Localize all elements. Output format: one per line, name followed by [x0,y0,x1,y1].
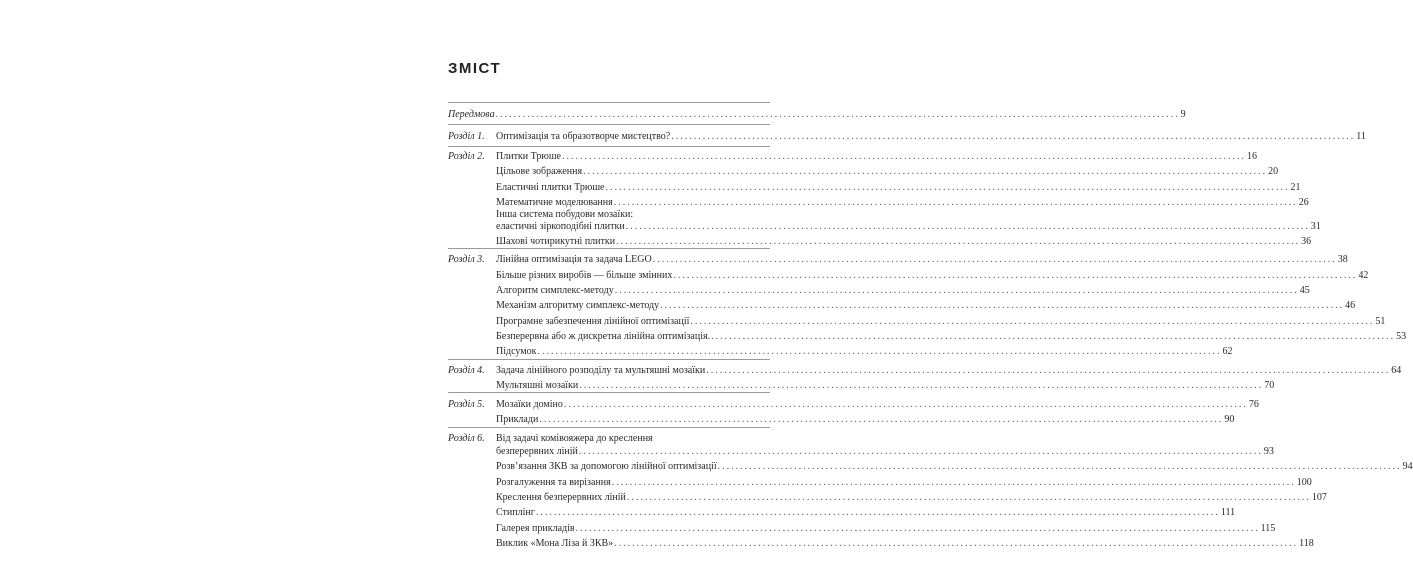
divider [448,124,770,125]
entry-title: Цільове зображення [496,166,583,177]
divider [448,146,770,147]
chapter-label: Розділ 4. [448,365,485,376]
toc-entry[interactable] [496,166,1279,178]
chapter-label: Розділ 3. [448,254,485,265]
toc-entry[interactable] [496,131,1366,143]
entry-page: 21 [1290,182,1301,193]
leader-dots: ........................................................................................................................................................ [652,254,1337,265]
entry-title: Еластичні плитки Трюше [496,182,605,193]
leader-dots: ........................................................................................................................................................ [605,182,1290,193]
toc-entry[interactable] [496,380,1275,392]
entry-title: Лінійна оптимізація та задача LEGO [496,254,652,265]
toc-entry[interactable] [496,538,1314,550]
entry-page: 45 [1299,285,1310,296]
leader-dots: ........................................................................................................................................................ [711,331,1396,342]
entry-title: Алгоритм симплекс-методу [496,285,614,296]
toc-entry[interactable] [496,492,1327,504]
entry-title: Оптимізація та образотворче мистецтво? [496,131,671,142]
entry-title: Розгалуження та вирізання [496,477,611,488]
entry-title: Задача лінійного розподілу та мультяшні мозаїки [496,365,706,376]
entry-page: 118 [1299,538,1314,549]
leader-dots: ........................................................................................................................................................ [561,151,1246,162]
toc-entry[interactable] [496,414,1235,426]
toc-entry[interactable] [496,254,1348,266]
entry-page: 53 [1396,331,1407,342]
entry-page: 93 [1263,446,1274,457]
leader-dots: ........................................................................................................................................................ [626,492,1311,503]
leader-dots: ........................................................................................................................................................ [614,538,1299,549]
entry-title: Безперервна або ж дискретна лінійна оптимізація. [496,331,711,342]
entry-page: 38 [1337,254,1348,265]
entry-title: Мозаїки доміно [496,399,563,410]
page-title: ЗМІСТ [448,60,502,77]
leader-dots: ........................................................................................................................................................ [579,380,1264,391]
entry-title: Галерея прикладів [496,523,575,534]
toc-entry[interactable] [496,477,1312,489]
leader-dots: ........................................................................................................................................................ [495,109,1180,120]
leader-dots: ........................................................................................................................................................ [660,300,1345,311]
entry-page: 51 [1375,316,1386,327]
toc-entry[interactable] [496,461,1413,473]
entry-title-line: Інша система побудови мозаїки: [496,209,634,220]
toc-entry[interactable] [496,300,1356,312]
entry-page: 26 [1298,197,1309,208]
entry-page: 36 [1301,236,1312,247]
divider [448,248,770,249]
leader-dots: ........................................................................................................................................................ [706,365,1391,376]
chapter-label: Розділ 6. [448,433,485,444]
leader-dots: ........................................................................................................................................................ [613,197,1298,208]
entry-page: 111 [1220,507,1236,518]
chapter-label: Розділ 1. [448,131,485,142]
entry-page: 20 [1268,166,1279,177]
leader-dots: ........................................................................................................................................................ [535,507,1220,518]
toc-entry[interactable] [496,331,1407,343]
toc-entry[interactable] [496,182,1301,194]
toc-entry[interactable] [496,316,1386,328]
divider [448,427,770,428]
entry-page: 100 [1296,477,1312,488]
entry-page: 115 [1260,523,1276,534]
entry-page: 70 [1264,380,1275,391]
divider [448,359,770,360]
entry-page: 107 [1311,492,1327,503]
toc-entry[interactable] [496,270,1369,282]
entry-page: 62 [1222,346,1233,357]
leader-dots: ........................................................................................................................................................ [616,236,1301,247]
entry-title: Розв’язання ЗКВ за допомогою лінійної оптимізації [496,461,717,472]
toc-entry[interactable] [496,221,1321,233]
toc-entry[interactable] [496,151,1257,163]
entry-page: 76 [1248,399,1259,410]
entry-title: Стиплінг [496,507,535,518]
entry-title: Математичне моделювання [496,197,613,208]
divider [448,102,770,103]
toc-entry[interactable] [496,507,1236,519]
leader-dots: ........................................................................................................................................................ [539,414,1224,425]
leader-dots: ........................................................................................................................................................ [575,523,1260,534]
toc-entry-preface[interactable] [448,109,1186,121]
toc-entry[interactable] [496,346,1233,358]
chapter-label: Розділ 5. [448,399,485,410]
leader-dots: ........................................................................................................................................................ [611,477,1296,488]
entry-title: Більше різних виробів — більше змінних [496,270,673,281]
entry-page: 64 [1391,365,1402,376]
entry-title-line: Від задачі комівояжера до креслення [496,433,653,444]
entry-page: 31 [1310,221,1321,232]
leader-dots: ........................................................................................................................................................ [583,166,1268,177]
entry-title: Виклик «Мона Ліза й ЗКВ» [496,538,614,549]
divider [448,392,770,393]
entry-title: Передмова [448,109,495,120]
entry-page: 42 [1358,270,1369,281]
toc-entry[interactable] [496,365,1402,377]
entry-page: 9 [1180,109,1186,120]
entry-title: Мультяшні мозаїки [496,380,579,391]
entry-page: 11 [1356,131,1366,142]
toc-entry[interactable] [496,523,1276,535]
toc-entry[interactable] [496,236,1312,248]
toc-entry[interactable] [496,446,1274,458]
leader-dots: ........................................................................................................................................................ [537,346,1222,357]
toc-entry[interactable] [496,399,1259,411]
entry-title: Механізм алгоритму симплекс-методу [496,300,660,311]
entry-title: Програмне забезпечення лінійної оптимізації [496,316,690,327]
entry-page: 46 [1345,300,1356,311]
leader-dots: ........................................................................................................................................................ [690,316,1375,327]
entry-page: 90 [1224,414,1235,425]
leader-dots: ........................................................................................................................................................ [717,461,1402,472]
entry-title: Шахові чотирикутні плитки [496,236,616,247]
entry-title: Приклади [496,414,539,425]
toc-entry[interactable] [496,285,1310,297]
leader-dots: ........................................................................................................................................................ [673,270,1358,281]
entry-page: 16 [1246,151,1257,162]
toc-entry[interactable] [496,197,1309,209]
entry-title: Креслення безперервних ліній [496,492,626,503]
leader-dots: ........................................................................................................................................................ [625,221,1310,232]
entry-title: Підсумок [496,346,537,357]
entry-title: Плитки Трюше [496,151,561,162]
chapter-label: Розділ 2. [448,151,485,162]
leader-dots: ........................................................................................................................................................ [578,446,1263,457]
leader-dots: ........................................................................................................................................................ [614,285,1299,296]
entry-title: еластичні зіркоподібні плитки [496,221,625,232]
entry-page: 94 [1402,461,1413,472]
leader-dots: ........................................................................................................................................................ [671,131,1356,142]
entry-title: безперервних ліній [496,446,578,457]
leader-dots: ........................................................................................................................................................ [563,399,1248,410]
